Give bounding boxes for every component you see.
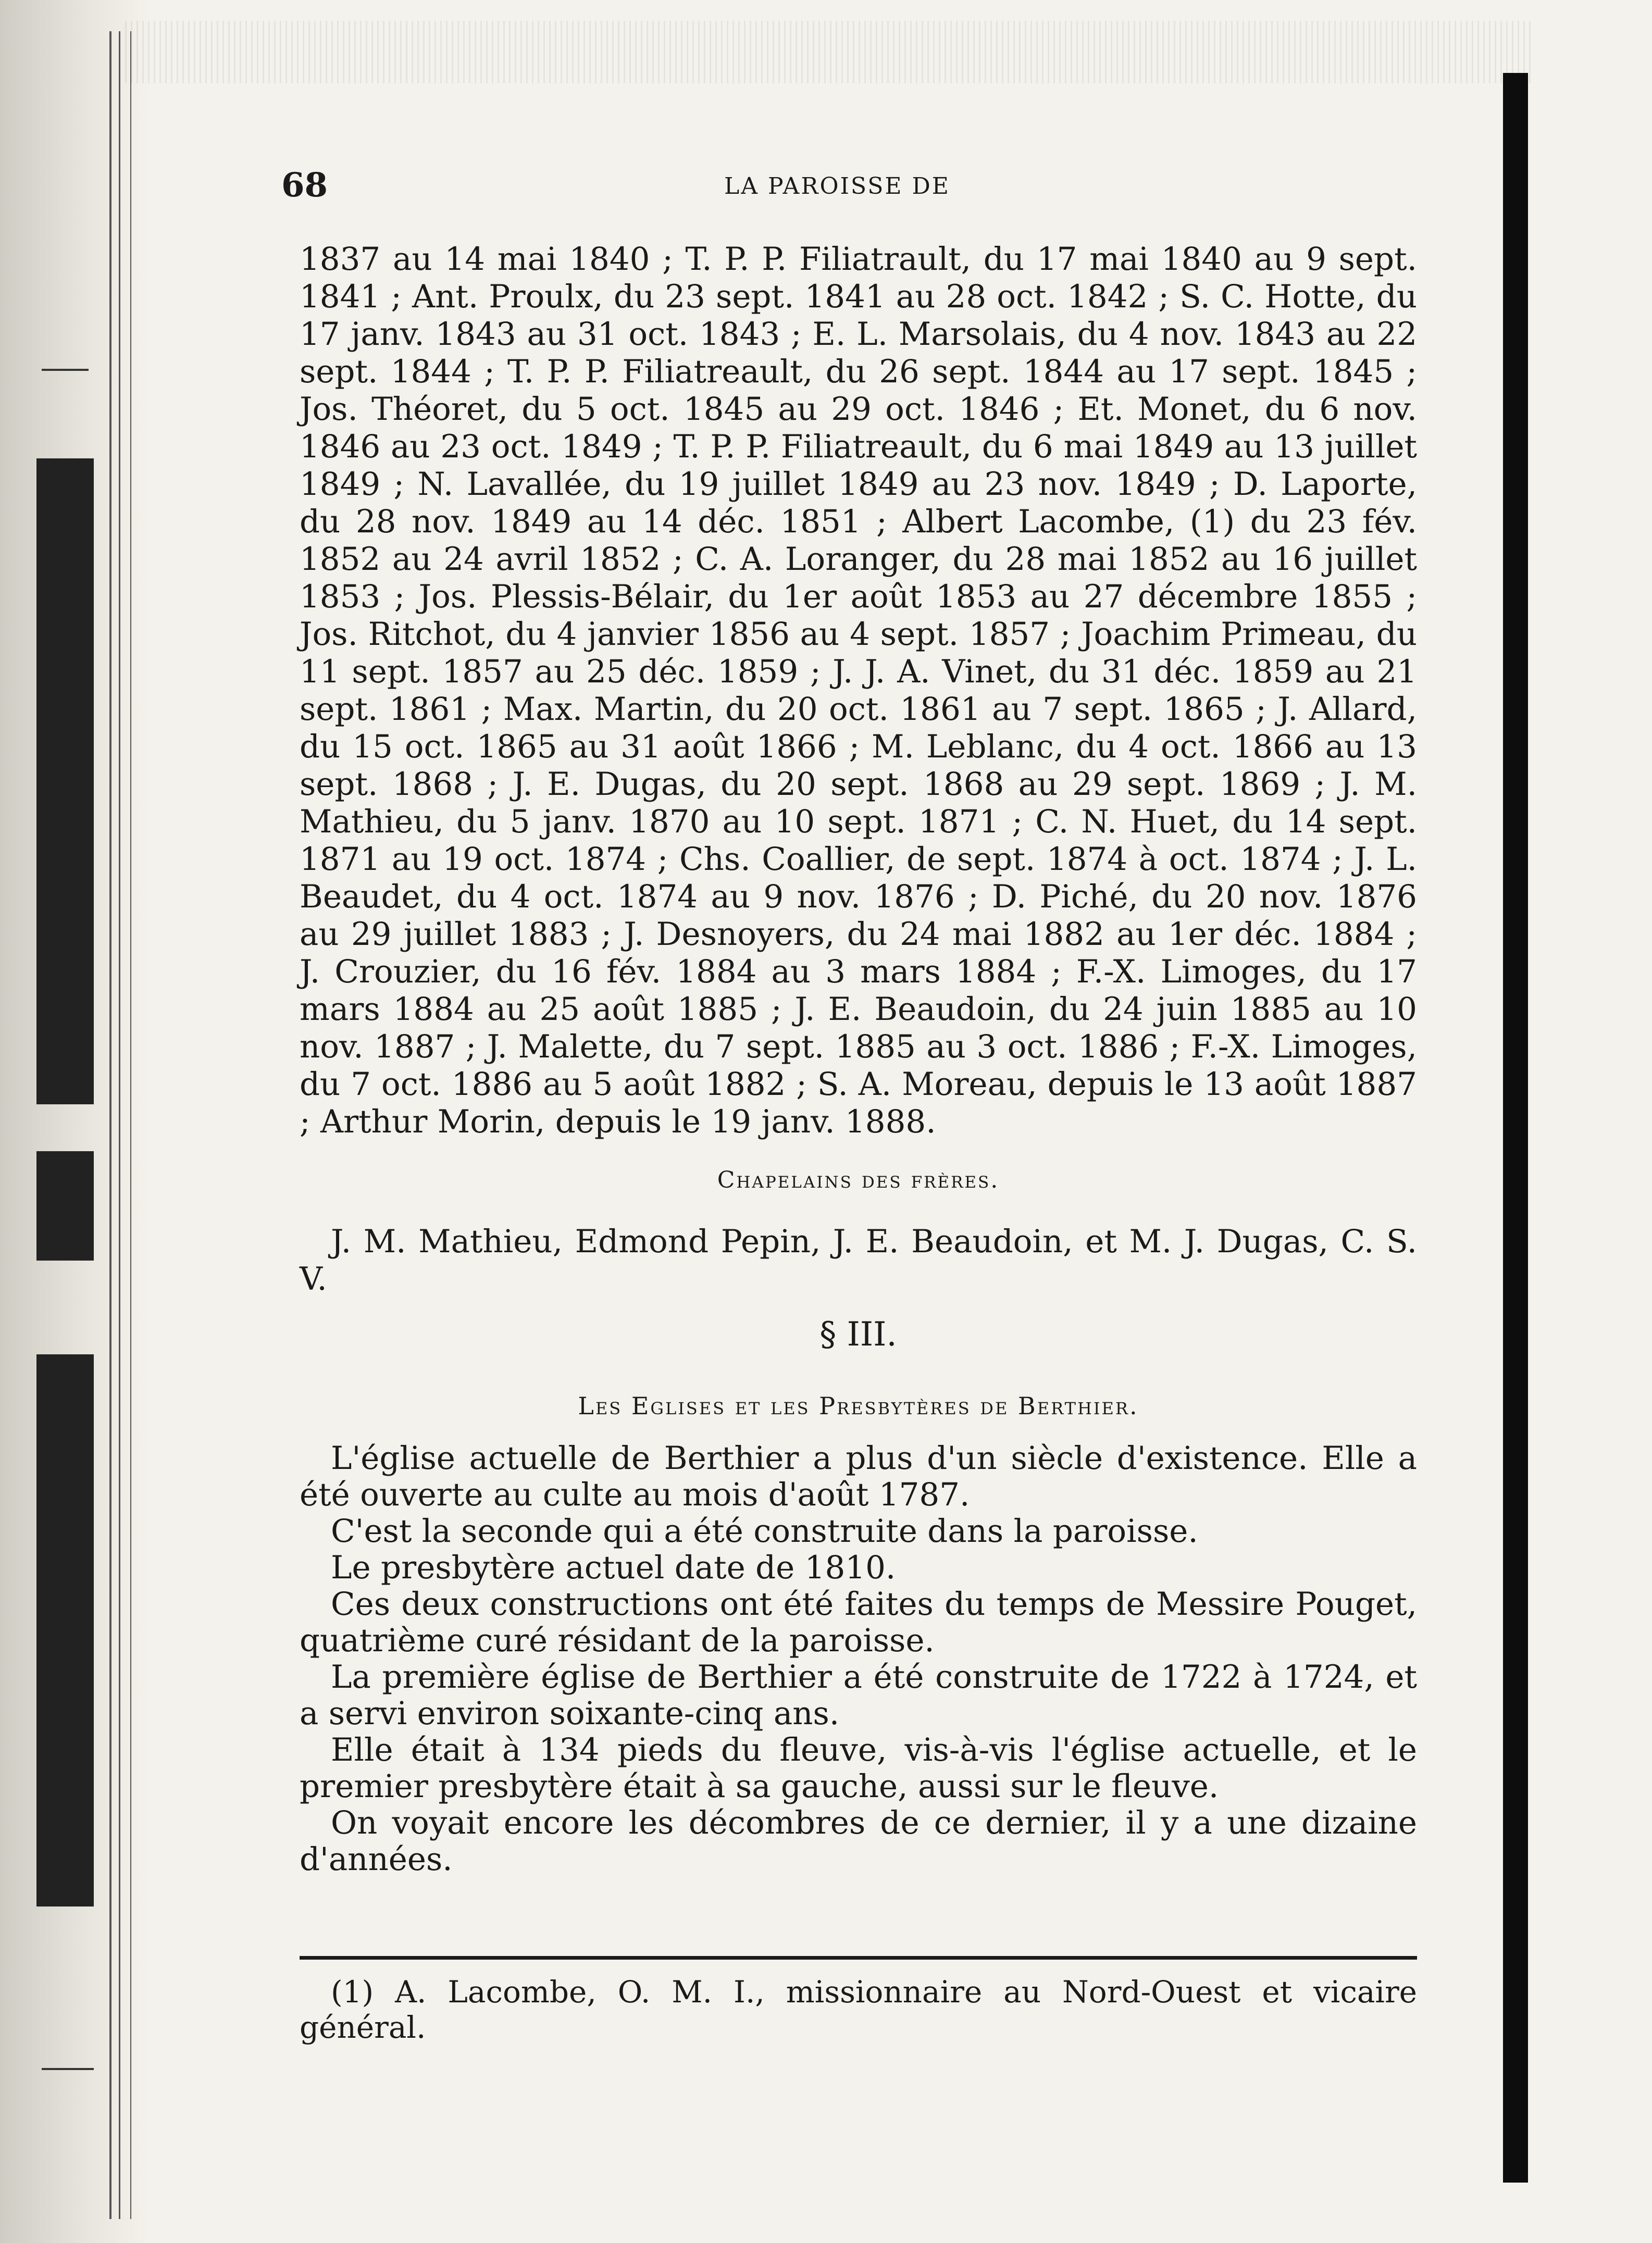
binding-dark-mark [36, 458, 94, 1104]
binding-rule [130, 31, 131, 2219]
binding-dark-mark [36, 1354, 94, 1906]
footnote-divider [300, 1956, 1417, 1960]
priest-list [300, 241, 1417, 1141]
scan-binding-shadow [0, 0, 151, 2243]
paragraph: Elle était à 134 pieds du fleuve, vis-à-vis l'église actuelle, et le premier presbytère était à sa gauche, aussi sur le fleuve. [300, 1731, 1417, 1805]
chaplains-names-text: J. M. Mathieu, Edmond Pepin, J. E. Beaudoin, et M. J. Dugas, C. S. V. [300, 1223, 1417, 1298]
paragraph: On voyait encore les décombres de ce dernier, il y a une dizaine d'années. [300, 1804, 1417, 1878]
priest-list-text: 1837 au 14 mai 1840 ; T. P. P. Filiatrault, du 17 mai 1840 au 9 sept. 1841 ; Ant. Proulx, du 23 sept. 1841 au 28 oct. 1842 ; S. C. Hotte, du 17 janv. 1843 au 31 oct. 1843 ; E. L. Marsolais, du 4 nov. 1843 au 22 sept. 1844 ; T. P. P. Filiatreault, du 26 sept. 1844 au 17 sept. 1845 ; Jos. Théoret, du 5 oct. 1845 au 29 oct. 1846 ; Et. Monet, du 6 nov. 1846 au 23 oct. 1849 ; T. P. P. Filiatreault, du 6 mai 1849 au 13 juillet 1849 ; N. Lavallée, du 19 juillet 1849 au 23 nov. 1849 ; D. Laporte, du 28 nov. 1849 au 14 déc. 1851 ; Albert Lacombe, (1) du 23 fév. 1852 au 24 avril 1852 ; C. A. Loranger, du 28 mai 1852 au 16 juillet 1853 ; Jos. Plessis-Bélair, du 1er août 1853 au 27 décembre 1855 ; Jos. Ritchot, du 4 janvier 1856 au 4 sept. 1857 ; Joachim Primeau, du 11 sept. 1857 au 25 déc. 1859 ; J. J. A. Vinet, du 31 déc. 1859 au 21 sept. 1861 ; Max. Martin, du 20 oct. 1861 au 7 sept. 1865 ; J. Allard, du 15 oct. 1865 au 31 août 1866 ; M. Leblanc, du 4 oct. 1866 au 13 sept. 1868 ; J. E. Dugas, du 20 sept. 1868 au 29 sept. 1869 ; J. M. Mathieu, du 5 janv. 1870 au 10 sept. 1871 ; C. N. Huet, du 14 sept. 1871 au 19 oct. 1874 ; Chs. Coallier, de sept. 1874 à oct. 1874 ; J. L. Beaudet, du 4 oct. 1874 au 9 nov. 1876 ; D. Piché, du 20 nov. 1876 au 29 juillet 1883 ; J. Desnoyers, du 24 mai 1882 au 1er déc. 1884 ; J. Crouzier, du 16 fév. 1884 au 3 mars 1884 ; F.-X. Limoges, du 17 mars 1884 au 25 août 1885 ; J. E. Beaudoin, du 24 juin 1885 au 10 nov. 1887 ; J. Malette, du 7 sept. 1885 au 3 oct. 1886 ; F.-X. Limoges, du 7 oct. 1886 au 5 août 1882 ; S. A. Moreau, depuis le 13 août 1887 ; Arthur Morin, depuis le 19 janv. 1888. [300, 241, 1417, 1140]
paragraph: Le presbytère actuel date de 1810. [331, 1549, 896, 1586]
page-number: 68 [281, 166, 328, 205]
footnote: (1) A. Lacombe, O. M. I., missionnaire au Nord-Ouest et vicaire général. [300, 1974, 1417, 2045]
margin-mark [42, 369, 89, 371]
paragraph: C'est la seconde qui a été construite dans la paroisse. [331, 1513, 1198, 1550]
binding-rule [109, 31, 111, 2219]
paragraph: La première église de Berthier a été construite de 1722 à 1724, et a servi environ soixante-cinq ans. [300, 1659, 1417, 1732]
scan-noise [125, 21, 1532, 83]
chaplains-names [300, 1223, 1417, 1298]
page-header [281, 166, 1417, 207]
section-body [300, 1440, 1417, 1878]
margin-mark [42, 2068, 94, 2070]
binding-rule [119, 31, 120, 2219]
running-head: LA PAROISSE DE [724, 173, 950, 200]
section-number: § III. [819, 1315, 897, 1354]
paragraph: L'église actuelle de Berthier a plus d'un siècle d'existence. Elle a été ouverte au culte au mois d'août 1787. [300, 1440, 1417, 1513]
binding-dark-mark [36, 1151, 94, 1261]
paragraph: Ces deux constructions ont été faites du temps de Messire Pouget, quatrième curé résidant de la paroisse. [300, 1586, 1417, 1659]
chaplains-heading: Chapelains des frères. [717, 1167, 1000, 1193]
page-edge-shadow [1503, 73, 1528, 2183]
section-heading: Les Eglises et les Presbytères de Berthier. [578, 1392, 1139, 1420]
